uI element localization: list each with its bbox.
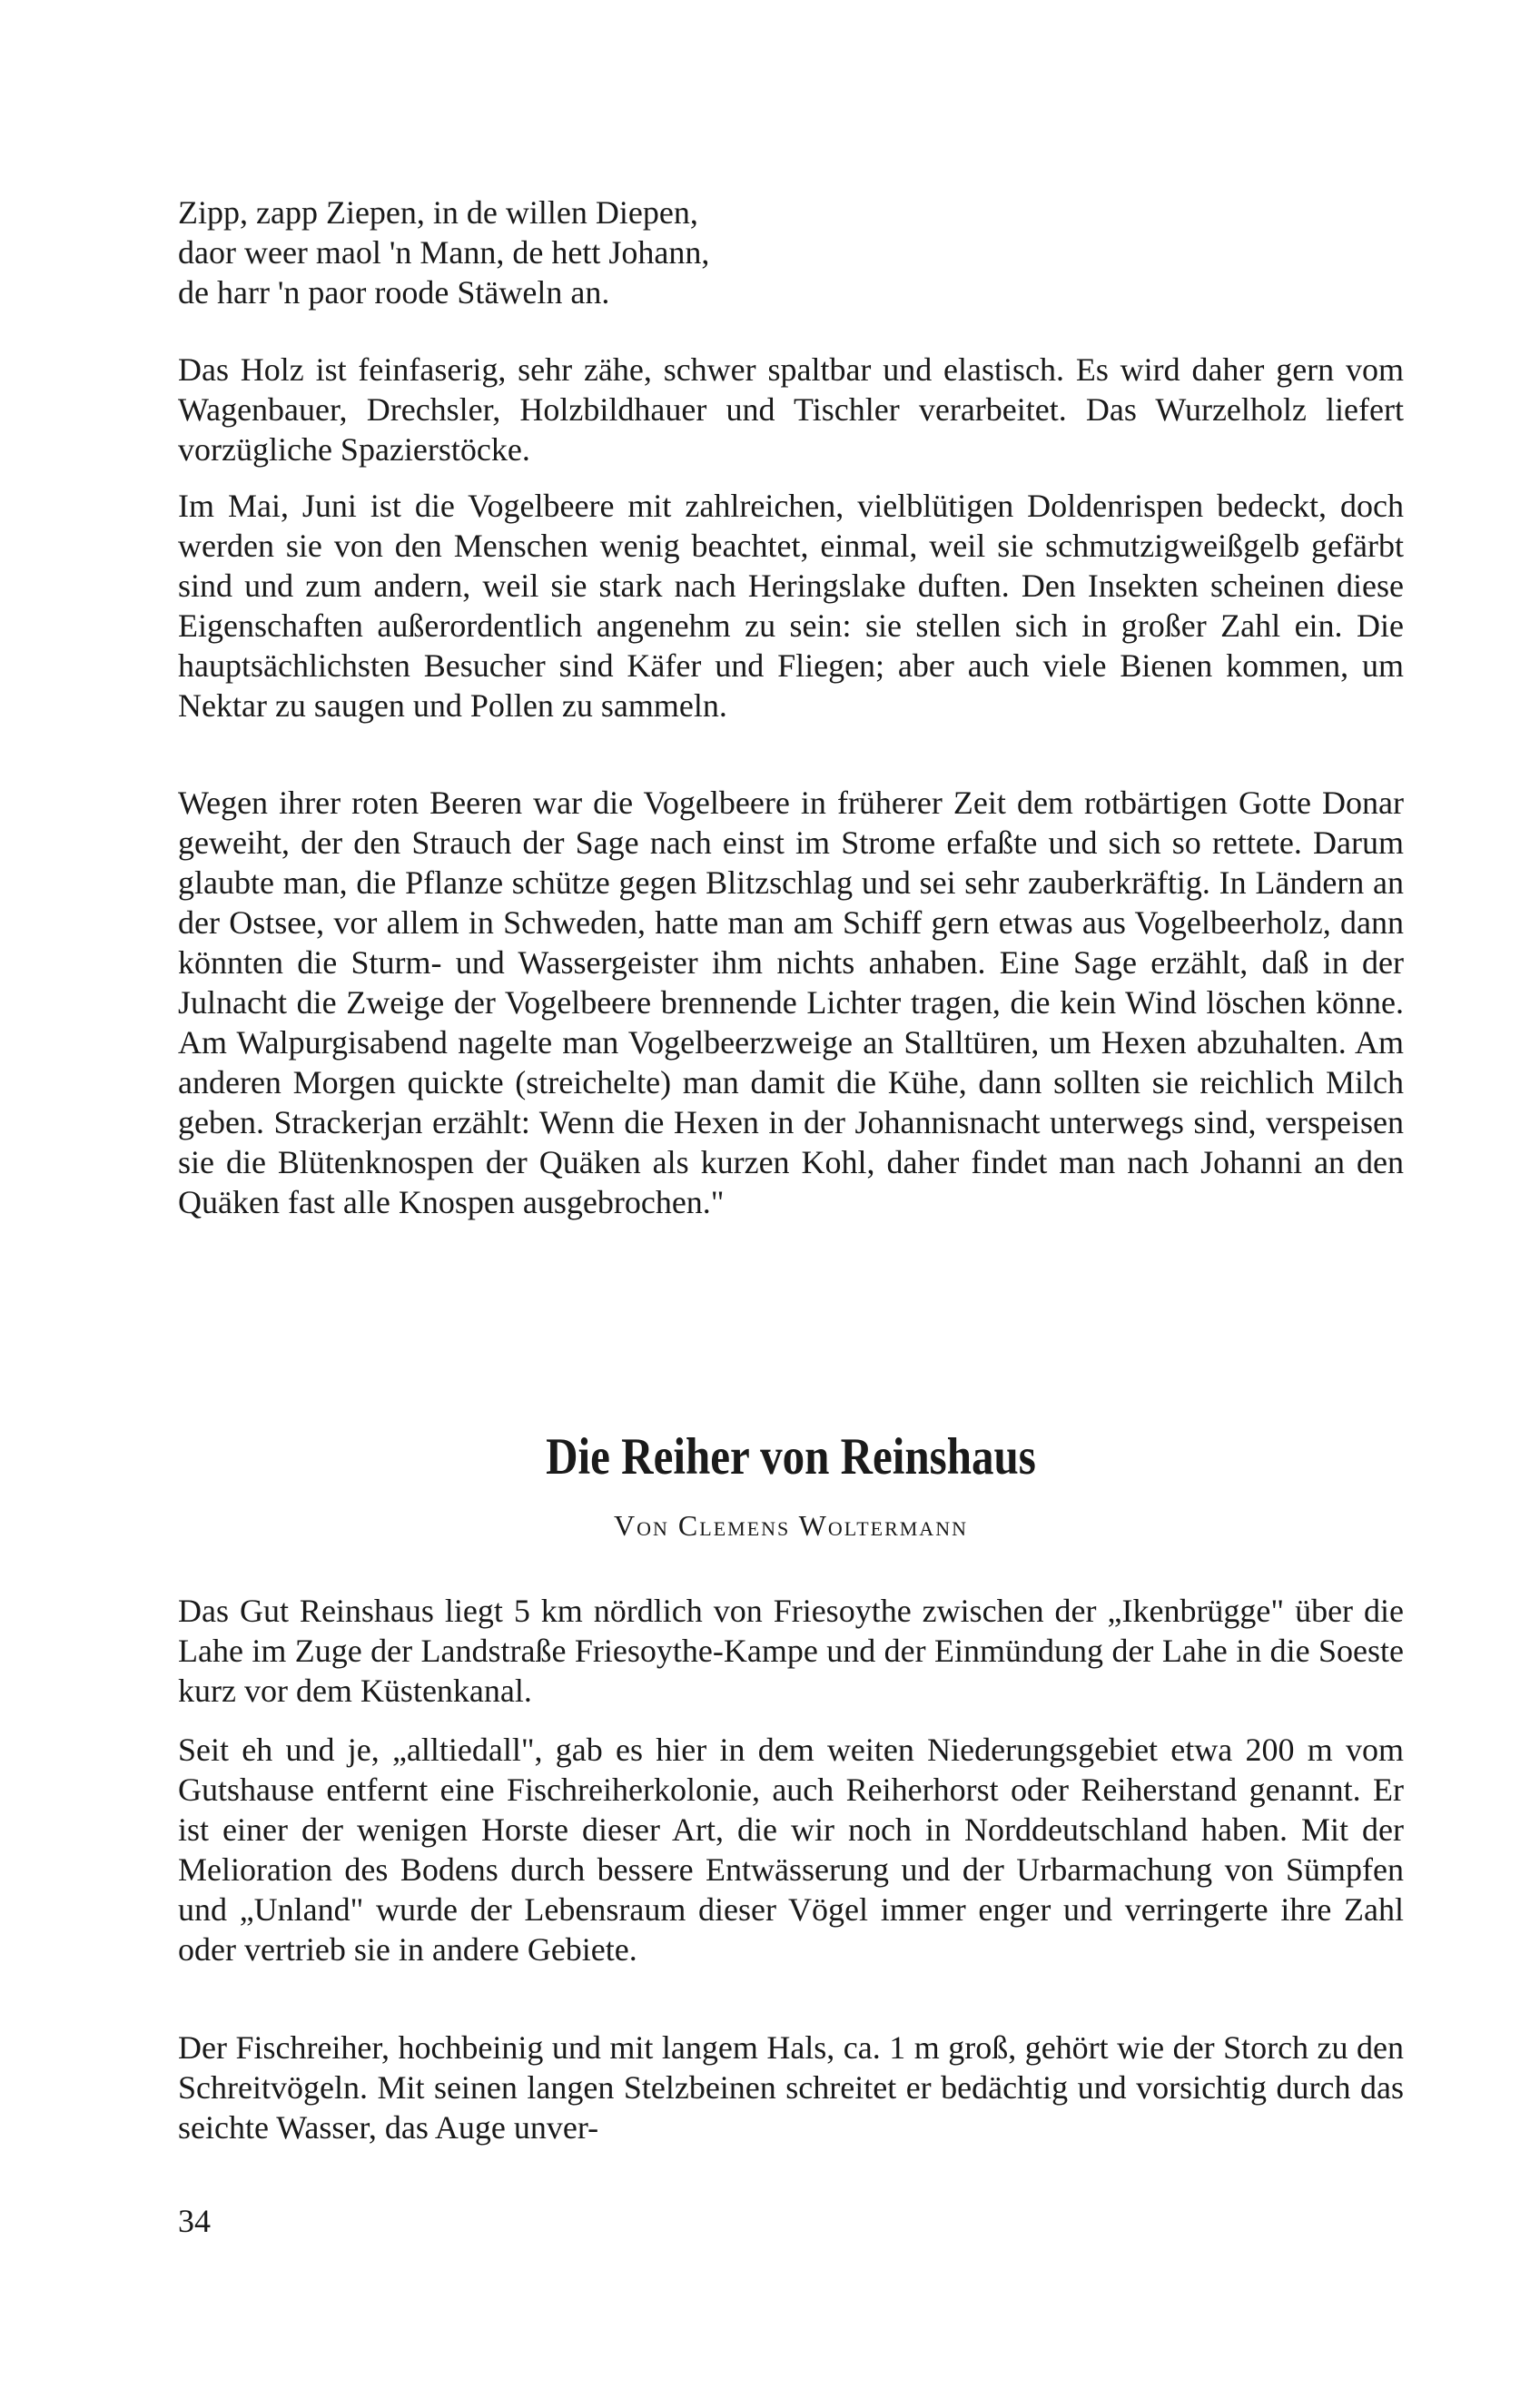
verse-block — [178, 192, 1404, 312]
paragraph-folklore: Wegen ihrer roten Beeren war die Vogelbeere in früherer Zeit dem rotbärtigen Gotte Donar geweiht, der den Strauch der Sage nach einst im Strome erfaßte und sich so rettete. Darum glaubte man, die Pflanze schütze gegen Blitzschlag und sei sehr zauberkräftig. In Ländern an der Ostsee, vor allem in Schweden, hatte man am Schiff gern etwas aus Vogelbeerholz, dann könnten die Sturm- und Wassergeister ihm nichts anhaben. Eine Sage erzählt, daß in der Julnacht die Zweige der Vogelbeere brennende Lichter tragen, die kein Wind löschen könne. Am Walpurgisabend nagelte man Vogelbeerzweige an Stalltüren, um Hexen abzuhalten. Am anderen Morgen quickte (streichelte) man damit die Kühe, dann sollten sie reichlich Milch geben. Strackerjan erzählt: Wenn die Hexen in der Johannisnacht unterwegs sind, verspeisen sie die Blütenknospen der Quäken als kurzen Kohl, daher findet man nach Johanni an den Quäken fast alle Knospen ausgebrochen." — [178, 785, 1404, 1220]
paragraph-heron: Der Fischreiher, hochbeinig und mit langem Hals, ca. 1 m groß, gehört wie der Storch zu den Schreitvögeln. Mit seinen langen Stelzbeinen schreitet er bedächtig und vorsichtig durch das seichte Wasser, das Auge unver- — [178, 2029, 1404, 2146]
verse-line: de harr 'n paor roode Stäweln an. — [178, 274, 610, 311]
paragraph-colony: Seit eh und je, „alltiedall", gab es hier in dem weiten Niederungsgebiet etwa 200 m vom Gutshause entfernt eine Fischreiherkolonie, auch Reiherhorst oder Reiherstand genannt. Er ist einer der wenigen Horste dieser Art, die wir noch in Norddeutschland haben. Mit der Melioration des Bodens durch bessere Entwässerung und der Urbarmachung von Sümpfen und „Unland" wurde der Lebensraum dieser Vögel immer enger und verringerte ihre Zahl oder vertrieb sie in andere Gebiete. — [178, 1732, 1404, 1968]
paragraph-wood: Das Holz ist feinfaserig, sehr zähe, schwer spaltbar und elastisch. Es wird daher gern vom Wagenbauer, Drechsler, Holzbildhauer und Tischler verarbeitet. Das Wurzelholz liefert vorzügliche Spazierstöcke. — [178, 351, 1404, 468]
page-number: 34 — [178, 2203, 211, 2239]
verse-line: daor weer maol 'n Mann, de hett Johann, — [178, 234, 710, 271]
book-page — [178, 0, 1404, 2398]
article-byline: Von Clemens Woltermann — [614, 1509, 968, 1542]
paragraph-estate: Das Gut Reinshaus liegt 5 km nördlich von Friesoythe zwischen der „Ikenbrügge" über die Lahe im Zuge der Landstraße Friesoythe-Kampe und der Einmündung der Lahe in die Soeste kurz vor dem Küstenkanal. — [178, 1593, 1404, 1709]
paragraph-blossom: Im Mai, Juni ist die Vogelbeere mit zahlreichen, vielblütigen Doldenrispen bedeckt, doch werden sie von den Menschen wenig beachtet, einmal, weil sie schmutzigweißgelb gefärbt sind und zum andern, weil sie stark nach Heringslake duften. Den Insekten scheinen diese Eigenschaften außerordentlich angenehm zu sein: sie stellen sich in großer Zahl ein. Die hauptsächlichsten Besucher sind Käfer und Fliegen; aber auch viele Bienen kommen, um Nektar zu saugen und Pollen zu sammeln. — [178, 488, 1404, 724]
article-title: Die Reiher von Reinshaus — [546, 1428, 1036, 1485]
verse-line: Zipp, zapp Ziepen, in de willen Diepen, — [178, 194, 698, 231]
